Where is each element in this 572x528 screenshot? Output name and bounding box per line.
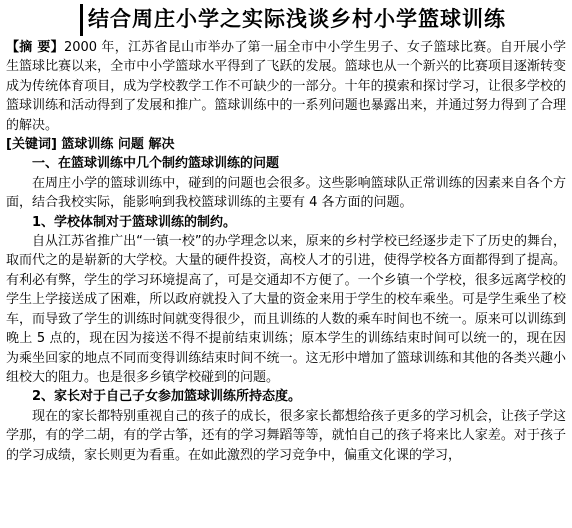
section-paragraph-2: 自从江苏省推广出“一镇一校”的办学理念以来，原来的乡村学校已经逐步走下了历史的舞台，取而代之的是崭新的大学校。大量的硬件投资，高校人才的引进，使得学校各方面都得到了提高。有利必有弊，学生的学习环境提高了，可是交通却不方便了。一个乡镇一个学校，很多远离学校的学生上学接送成了困难，所以政府就投入了大量的资金来用于学生的校车乘坐。可是学生乘坐了校车，而导致了学生的训练时间就变得很少，而且训练的人数的乘车时间也不统一。原来可以训练到晚上 5 点的，现在因为接送不得不提前结束训练；原本学生的训练结束时间可以统一的，现在因为乘坐回家的地点不同而变得训练结束时间不统一。这无形中增加了篮球训练和其他的各类兴趣小组校大的阻力。也是很多乡镇学校碰到的问题。 xyxy=(6,234,566,385)
title-bar-decoration xyxy=(80,4,83,36)
abstract-label: 【摘 要】 xyxy=(6,40,64,55)
section-heading-3: 2、家长对于自己子女参加篮球训练所持态度。 xyxy=(32,389,302,405)
abstract-paragraph xyxy=(6,38,566,135)
section-paragraph-3: 现在的家长都特别重视自己的孩子的成长，很多家长都想给孩子更多的学习机会，让孩子学这学那，有的学二胡，有的学古筝，还有的学习舞蹈等等，就怕自己的孩子将来比人家差。对于孩子的学习成绩，家长则更为看重。在如此激烈的学习竞争中，偏重文化课的学习， xyxy=(6,408,566,463)
title-block xyxy=(6,2,566,38)
keywords-line: [关键词] 篮球训练 问题 解决 xyxy=(6,137,175,153)
page-title: 结合周庄小学之实际浅谈乡村小学篮球训练 xyxy=(88,7,506,31)
section-heading-1: 一、在篮球训练中几个制约篮球训练的问题 xyxy=(32,156,280,172)
section-heading-2: 1、学校体制对于篮球训练的制约。 xyxy=(32,214,237,230)
abstract-text: 2000 年，江苏省昆山市举办了第一届全市中小学生男子、女子篮球比赛。自开展小学生篮球比赛以来，全市中小学篮球水平得到了飞跃的发展。篮球也从一个新兴的比赛项目逐渐转变成为传统体育项目，成为学校教学工作不可缺少的一部分。十年的摸索和探讨学习，让很多学校的篮球训练和活动得到了发展和推广。篮球训练中的一系列问题也暴露出来，并通过努力得到了合理的解决。 xyxy=(6,40,566,133)
section-paragraph-1: 在周庄小学的篮球训练中，碰到的问题也会很多。这些影响篮球队正常训练的因素来自各个方面，结合我校实际，能影响到我校篮球训练的主要有 4 各方面的问题。 xyxy=(6,175,566,211)
